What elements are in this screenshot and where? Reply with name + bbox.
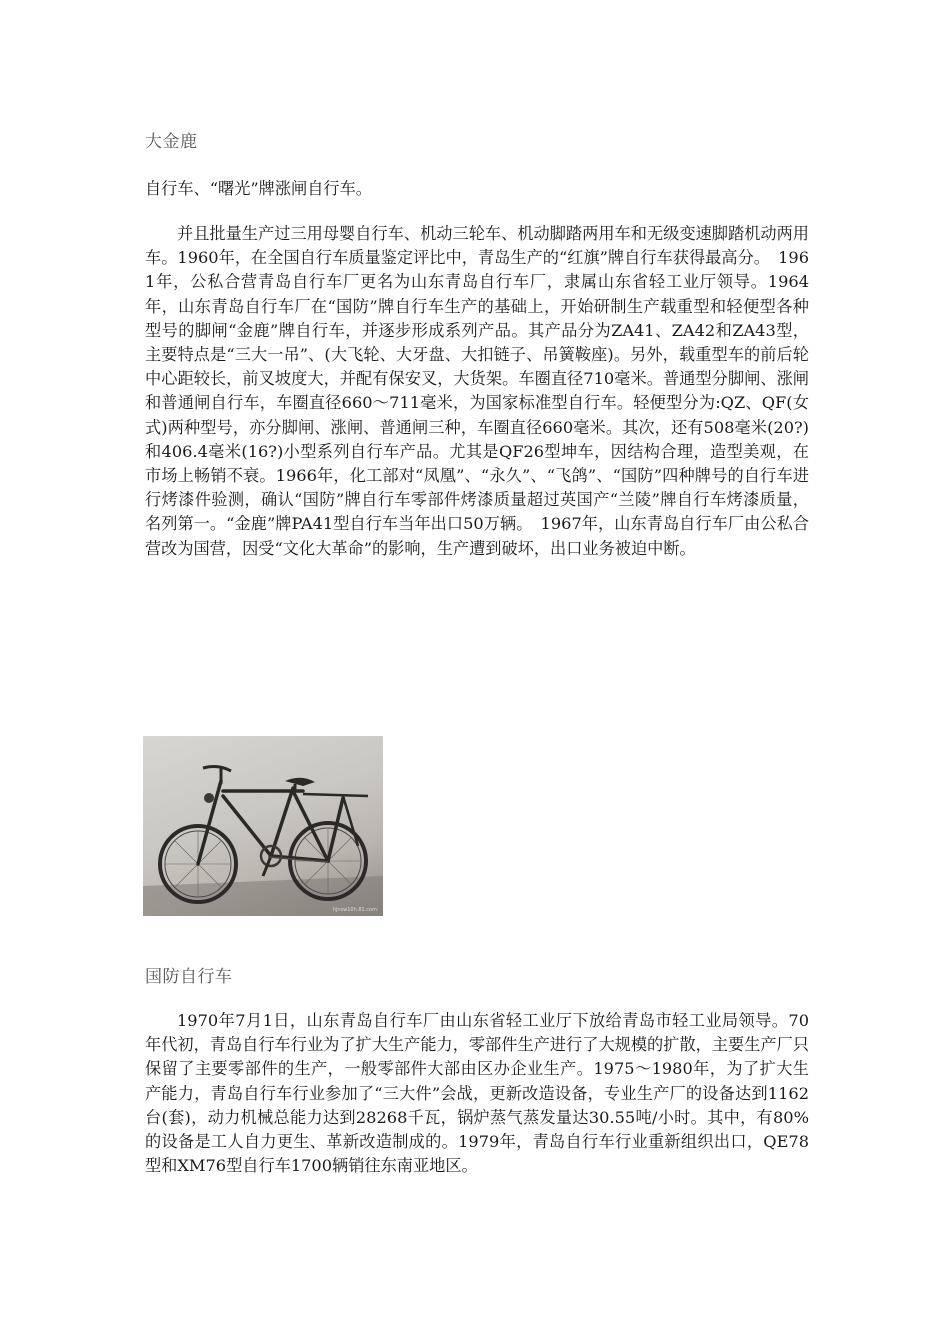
photo-watermark: hjnsw10h.81.com [332,907,377,913]
section1-body-paragraph: 并且批量生产过三用母婴自行车、机动三轮车、机动脚踏两用车和无级变速脚踏机动两用车。1960年，在全国自行车质量鉴定评比中，青岛生产的“红旗”牌自行车获得最高分。 1961年，公私合营青岛自行车厂更名为山东青岛自行车厂，隶属山东省轻工业厅领导。1964年，山东青岛自行车厂在“国防”牌自行车生产的基础上，开始研制生产载重型和轻便型各种型号的脚闸“金鹿”牌自行车，并逐步形成系列产品。其产品分为ZA41、ZA42和ZA43型，主要特点是“三大一吊”、(大飞轮、大牙盘、大扣链子、吊簧鞍座)。另外，载重型车的前后轮中心距较长，前叉坡度大，并配有保安叉，大货架。车圈直径710毫米。普通型分脚闸、涨闸和普通闸自行车，车圈直径660～711毫米，为国家标准型自行车。轻便型分为:QZ、QF(女式)两种型号，亦分脚闸、涨闸、普通闸三种，车圈直径660毫米。其次，还有508毫米(20?)和406.4毫米(16?)小型系列自行车产品。尤其是QF26型坤车，因结构合理，造型美观，在市场上畅销不衰。1966年，化工部对“凤凰”、“永久”、“飞鸽”、“国防”四种牌号的自行车进行烤漆件验测，确认“国防”牌自行车零部件烤漆质量超过英国产“兰陵”牌自行车烤漆质量，名列第一。“金鹿”牌PA41型自行车当年出口50万辆。 1967年，山东青岛自行车厂由公私合营改为国营，因受“文化大革命”的影响，生产遭到破坏，出口业务被迫中断。 [145,224,809,558]
bicycle-photo [143,736,383,916]
bicycle-illustration [143,736,383,916]
intro-line: 自行车、“曙光”牌涨闸自行车。 [145,179,372,198]
section2-body-paragraph: 1970年7月1日，山东青岛自行车厂由山东省轻工业厅下放给青岛市轻工业局领导。70年代初，青岛自行车行业为了扩大生产能力，零部件生产进行了大规模的扩散，主要生产厂只保留了主要零部件的生产，一般零部件大部由区办企业生产。1975～1980年，为了扩大生产能力，青岛自行车行业参加了“三大件”会战，更新改造设备，专业生产厂的设备达到1162台(套)，动力机械总能力达到28268千瓦，锅炉蒸气蒸发量达30.55吨/小时。其中，有80%的设备是工人自力更生、革新改造制成的。1979年，青岛自行车行业重新组织出口，QE78型和XM76型自行车1700辆销往东南亚地区。 [145,1011,809,1176]
section-title-dajinlu: 大金鹿 [145,132,198,152]
section-title-guofang: 国防自行车 [145,967,233,987]
